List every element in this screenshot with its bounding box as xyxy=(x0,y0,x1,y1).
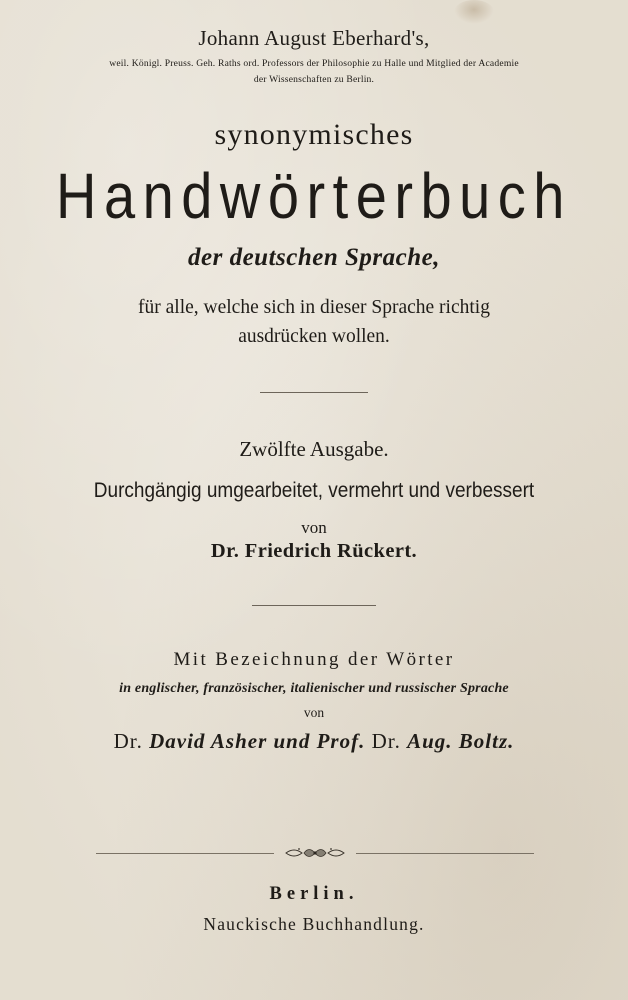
subtitle-language: der deutschen Sprache, xyxy=(188,244,440,271)
contributor-title: Dr. xyxy=(371,729,401,753)
editor-name: Dr. Friedrich Rückert. xyxy=(210,540,418,562)
edition-note: Durchgängig umgearbeitet, vermehrt und verbessert xyxy=(93,479,535,503)
edition-statement: Zwölfte Ausgabe. xyxy=(239,437,389,461)
subtitle-line-2: ausdrücken wollen. xyxy=(238,326,390,347)
contributor-name: Aug. Boltz. xyxy=(407,729,515,753)
languages-intro: Mit Bezeichnung der Wörter xyxy=(173,649,455,670)
pre-title: synonymisches xyxy=(214,118,414,151)
paper-stain xyxy=(454,0,494,24)
by-line-2: von xyxy=(303,705,325,720)
publisher-name: Nauckische Buchhandlung. xyxy=(203,914,425,934)
conjunction: und xyxy=(273,729,311,753)
contributor-title: Dr. xyxy=(113,729,143,753)
fleuron-ornament-icon xyxy=(282,843,348,863)
author-name: Johann August Eberhard's, xyxy=(198,26,430,50)
divider-rule xyxy=(252,605,376,606)
ornament-rule-right xyxy=(356,853,534,854)
divider-rule xyxy=(260,392,368,393)
languages-list: in englischer, französischer, italienischer und russischer Sprache xyxy=(119,681,509,696)
contributor-title: Prof. xyxy=(316,729,366,753)
contributors xyxy=(0,729,628,754)
publication-city: Berlin. xyxy=(269,884,359,904)
author-credentials-line-2: der Wissenschaften zu Berlin. xyxy=(253,74,375,85)
main-title: Handwörterbuch xyxy=(56,159,572,232)
by-line-1: von xyxy=(301,518,327,537)
author-credentials-line-1: weil. Königl. Preuss. Geh. Raths ord. Professors der Philosophie zu Halle und Mitglied der Academie xyxy=(109,58,519,69)
ornament-rule-left xyxy=(96,853,274,854)
contributor-name: David Asher xyxy=(149,729,268,753)
subtitle-line-1: für alle, welche sich in dieser Sprache richtig xyxy=(138,297,490,318)
